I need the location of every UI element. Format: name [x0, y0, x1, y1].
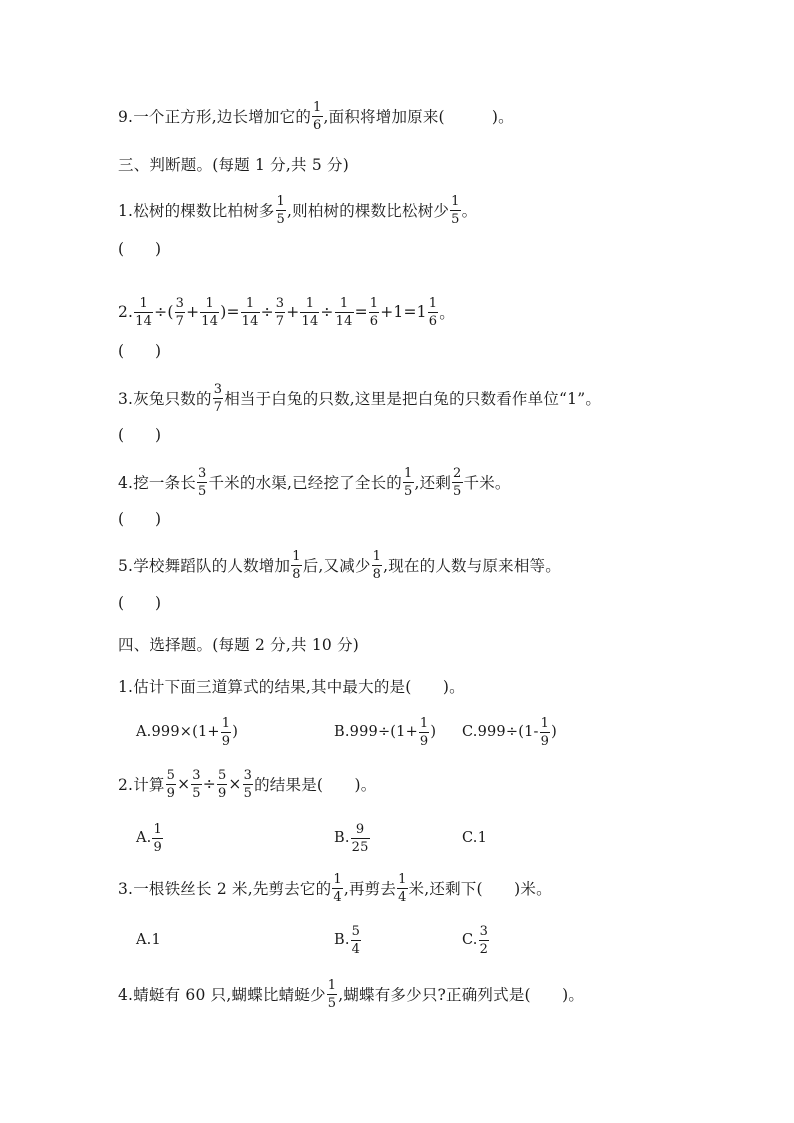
j1-text-a: 1.松树的棵数比柏树多	[118, 202, 275, 220]
fraction: $\frac{1}{9}$	[221, 715, 231, 749]
fraction: $\frac{1}{14}$	[241, 295, 259, 329]
j5-text-a: 5.学校舞蹈队的人数增加	[118, 557, 291, 575]
choice-question-1: 1.估计下面三道算式的结果,其中最大的是( )。	[118, 678, 465, 696]
fraction: $\frac{1}{6}$	[313, 99, 322, 133]
fraction: $\frac{1}{5}$	[404, 465, 413, 499]
fraction: $\frac{3}{7}$	[275, 295, 285, 329]
answer-blank[interactable]	[445, 105, 492, 127]
operator: ×	[228, 775, 242, 793]
fraction: $\frac{1}{5}$	[451, 193, 460, 227]
judge-question-1	[118, 190, 477, 230]
c1-option-b[interactable]	[334, 712, 436, 752]
c2-text-a: 2.计算	[118, 776, 165, 794]
fraction: $\frac{5}{9}$	[217, 767, 227, 801]
judge-question-3	[118, 378, 601, 418]
j2-end: 。	[439, 304, 455, 322]
fraction: $\frac{3}{7}$	[213, 381, 223, 415]
c3-text-c: 米,还剩下( )米。	[408, 880, 552, 898]
fraction: $\frac{3}{5}$	[192, 767, 201, 801]
fraction: $\frac{1}{6}$	[369, 295, 379, 329]
q9-prefix: 9.一个正方形,边长增加它的	[118, 108, 312, 126]
fraction: $\frac{1}{9}$	[419, 715, 429, 749]
operator: ÷	[320, 303, 334, 321]
choice-question-3	[118, 868, 552, 908]
j3-text-b: 相当于白兔的只数,这里是把白兔的只数看作单位“1”。	[224, 390, 602, 408]
option-tail: )	[430, 724, 437, 740]
option-label: B.	[334, 830, 350, 846]
fraction: $\frac{1}{14}$	[335, 295, 353, 329]
c3-option-b[interactable]	[334, 920, 362, 960]
fraction: $\frac{1}{5}$	[276, 193, 285, 227]
fraction: $\frac{1}{14}$	[301, 295, 319, 329]
c1-option-a[interactable]	[136, 712, 238, 752]
c3-text-a: 3.一根铁丝长 2 米,先剪去它的	[118, 880, 332, 898]
j3-text-a: 3.灰兔只数的	[118, 390, 212, 408]
option-label: C.1	[462, 830, 488, 846]
judge-question-5	[118, 545, 561, 585]
option-label: B.	[334, 932, 350, 948]
option-label: A.	[136, 830, 152, 846]
answer-paren-3[interactable]: ( )	[118, 426, 162, 444]
j4-text-b: 千米的水渠,已经挖了全长的	[208, 474, 403, 492]
j4-text-a: 4.挖一条长	[118, 474, 196, 492]
fraction: $\frac{3}{5}$	[243, 767, 253, 801]
answer-paren-4[interactable]: ( )	[118, 510, 162, 528]
j1-text-b: ,则柏树的棵数比松树少	[286, 202, 450, 220]
q9-end: )。	[491, 108, 514, 126]
fraction: $\frac{2}{5}$	[453, 465, 462, 499]
operator: +	[286, 303, 300, 321]
operator: +	[186, 303, 200, 321]
fraction: $\frac{1}{8}$	[372, 548, 382, 582]
c2-option-a[interactable]	[136, 818, 164, 858]
operator: =	[354, 303, 368, 321]
c3-option-a[interactable]	[136, 920, 161, 960]
q9-suffix: ,面积将增加原来(	[323, 108, 445, 126]
fraction: $\frac{1}{9}$	[153, 821, 162, 855]
fraction: $\frac{1}{6}$	[428, 295, 438, 329]
option-label: C.999÷(1-	[462, 724, 539, 740]
j5-text-b: 后,又减少	[302, 557, 371, 575]
operator: +1=1	[380, 303, 427, 321]
j2-number: 2.	[118, 303, 134, 321]
question-9	[118, 96, 514, 136]
fraction: $\frac{3}{7}$	[175, 295, 185, 329]
section-4-heading: 四、选择题。(每题 2 分,共 10 分)	[118, 636, 360, 654]
c2-text-b: 的结果是( )。	[254, 776, 377, 794]
fraction: $\frac{1}{14}$	[201, 295, 219, 329]
c3-option-c[interactable]	[462, 920, 490, 960]
fraction: $\frac{1}{9}$	[540, 715, 550, 749]
fraction: $\frac{1}{8}$	[292, 548, 301, 582]
option-tail: )	[551, 724, 557, 740]
j1-text-c: 。	[461, 202, 478, 220]
option-label: B.999÷(1+	[334, 724, 418, 740]
choice-question-4	[118, 974, 584, 1014]
fraction: $\frac{3}{5}$	[198, 465, 207, 499]
option-label: A.1	[136, 932, 161, 948]
section-3-heading: 三、判断题。(每题 1 分,共 5 分)	[118, 156, 349, 174]
c4-text-a: 4.蜻蜓有 60 只,蝴蝶比蜻蜓少	[118, 986, 326, 1004]
choice-question-2	[118, 764, 377, 804]
fraction: $\frac{5}{9}$	[166, 767, 176, 801]
answer-paren-2[interactable]: ( )	[118, 342, 162, 360]
option-label: C.	[462, 932, 478, 948]
fraction: $\frac{1}{14}$	[135, 295, 153, 329]
operator: ×	[177, 775, 191, 793]
c2-option-b[interactable]	[334, 818, 371, 858]
c1-option-c[interactable]	[462, 712, 557, 752]
fraction: $\frac{1}{4}$	[333, 871, 342, 905]
operator: ÷	[202, 775, 216, 793]
fraction: $\frac{3}{2}$	[479, 923, 489, 957]
answer-paren-5[interactable]: ( )	[118, 594, 162, 612]
answer-paren-1[interactable]: ( )	[118, 240, 162, 258]
c3-text-b: ,再剪去	[343, 880, 397, 898]
option-label: A.999×(1+	[136, 724, 220, 740]
c4-text-b: ,蝴蝶有多少只?正确列式是( )。	[338, 986, 585, 1004]
j4-text-c: ,还剩	[414, 474, 452, 492]
option-tail: )	[232, 724, 239, 740]
operator: )=	[220, 303, 240, 321]
fraction: $\frac{1}{5}$	[327, 977, 337, 1011]
j4-text-e: 千米。	[463, 474, 511, 492]
j5-text-c: ,现在的人数与原来相等。	[383, 557, 561, 575]
fraction: $\frac{9}{25}$	[351, 821, 369, 855]
judge-question-2	[118, 292, 455, 332]
operator: ÷(	[154, 303, 174, 321]
c2-option-c[interactable]	[462, 818, 487, 858]
fraction: $\frac{1}{4}$	[398, 871, 407, 905]
operator: ÷	[260, 303, 274, 321]
fraction: $\frac{5}{4}$	[351, 923, 361, 957]
judge-question-4	[118, 462, 511, 502]
